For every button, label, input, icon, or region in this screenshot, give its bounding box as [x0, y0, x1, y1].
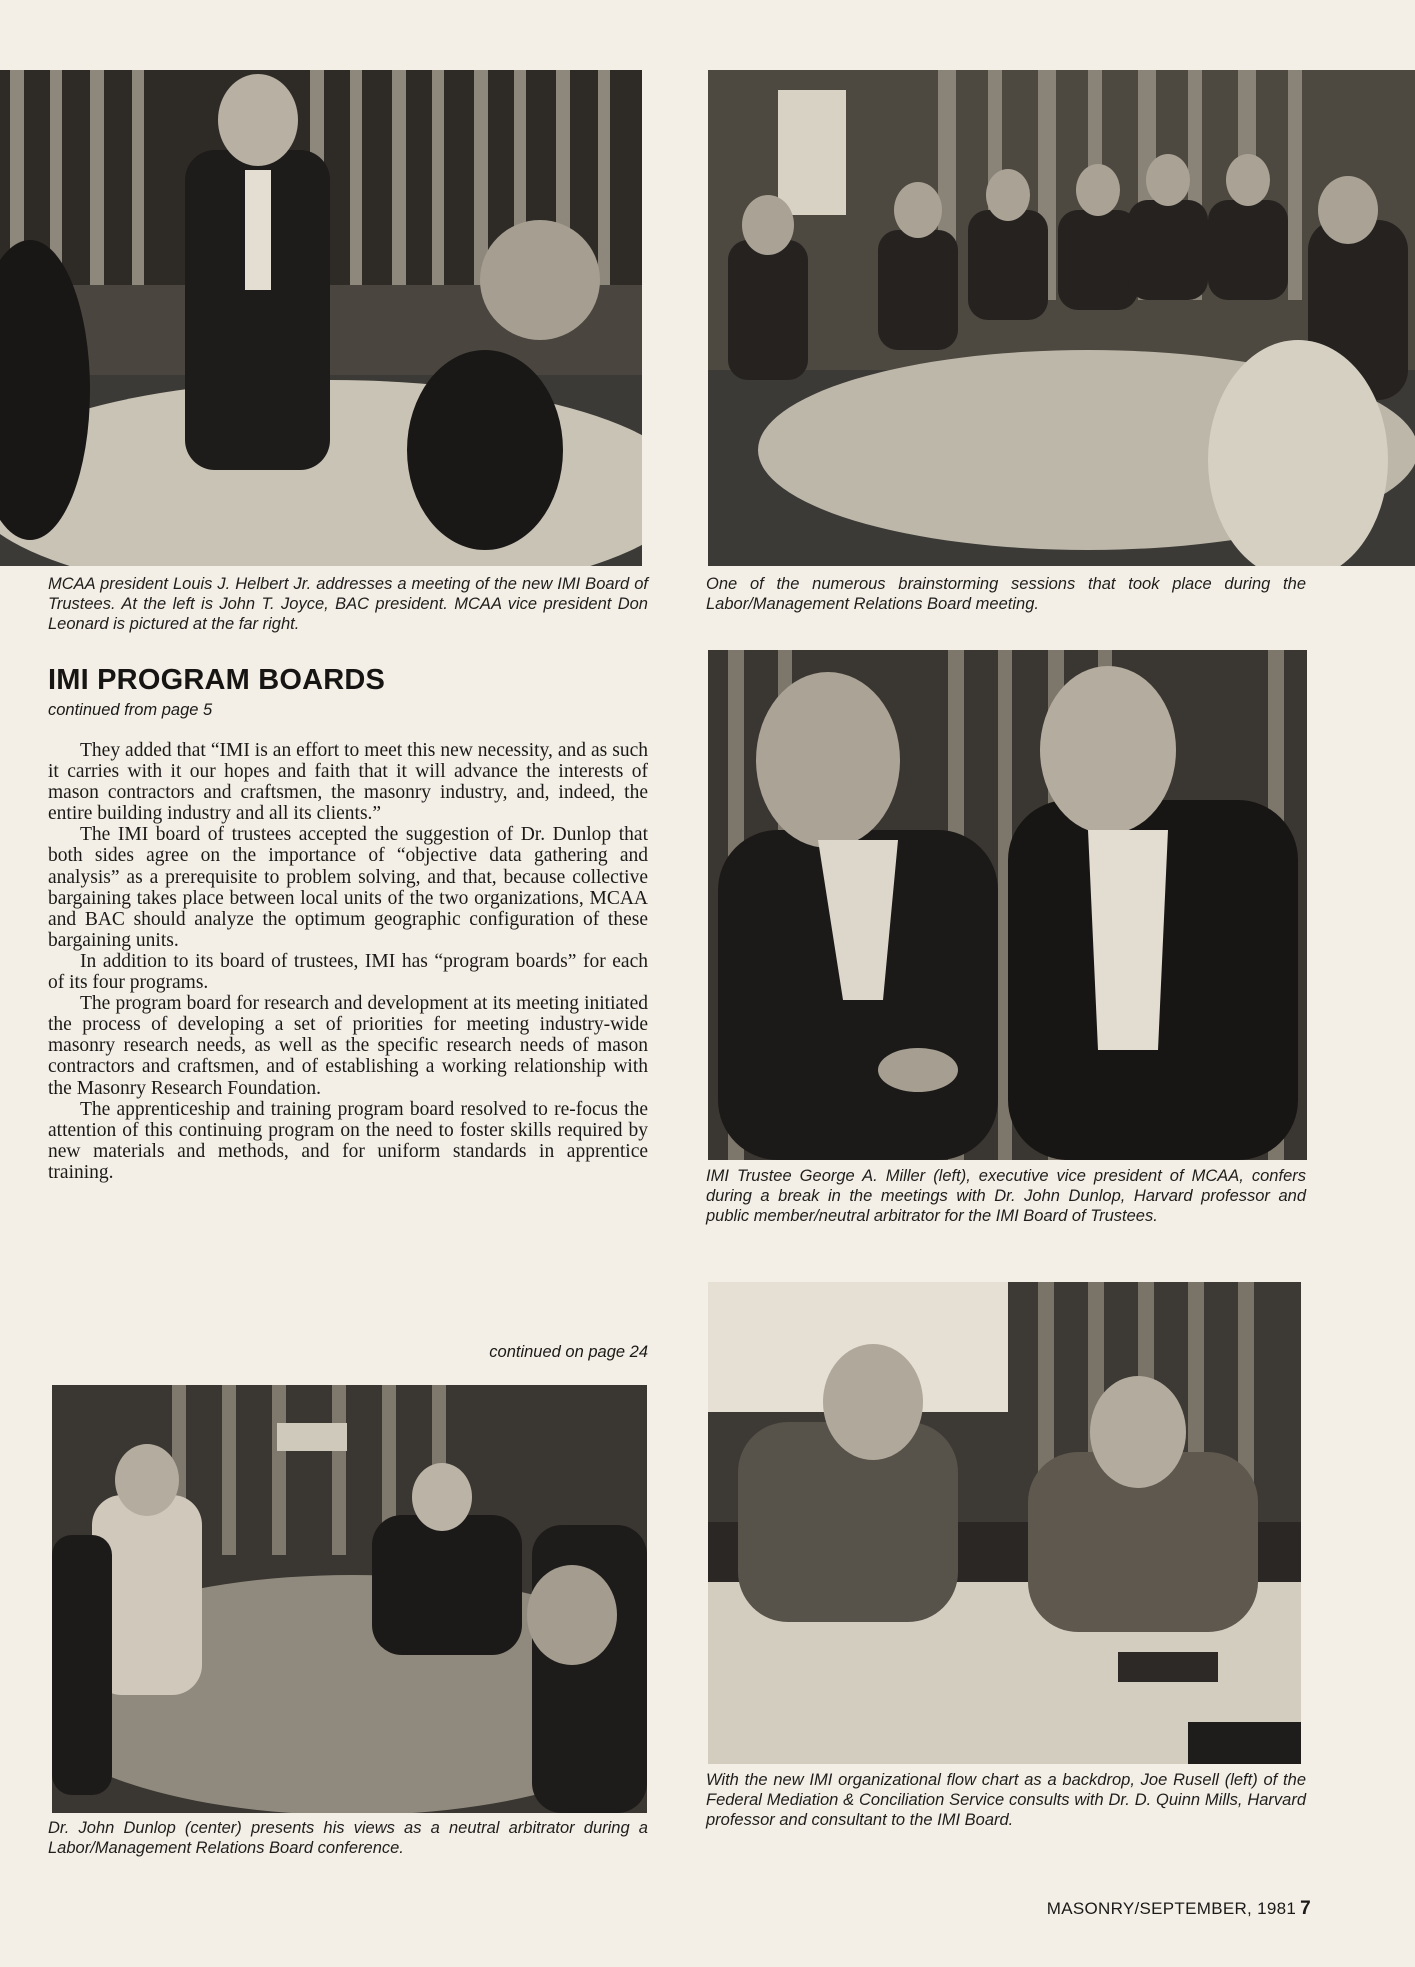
photo-rusell-mills-consult [708, 1282, 1301, 1764]
article-paragraph: They added that “IMI is an effort to meet this new necessity, and as such it carries with it our hopes and faith that it will advance the interests of mason contractors and craftsmen, the masonry industry, and, indeed, the entire building industry and all its clients.” [48, 740, 648, 825]
article-paragraph: The apprenticeship and training program board resolved to re-focus the attention of this continuing program on the need to foster skills required by new materials and methods, and for uniform standards in apprentice training. [48, 1098, 648, 1183]
photo3-caption: IMI Trustee George A. Miller (left), executive vice president of MCAA, confers during a break in the meetings with Dr. John Dunlop, Harvard professor and public member/neutral arbitrator for the IMI Board of Trustees. [706, 1167, 1306, 1225]
article-paragraph: The IMI board of trustees accepted the suggestion of Dr. Dunlop that both sides agree on the importance of “objective data gathering and analysis” as a prerequisite to problem solving, and that, because collective bargaining takes place between local units of the two organizations, MCAA and BAC should analyze the optimum geographic configuration of these bargaining units. [48, 824, 648, 951]
photo-miller-dunlop-conversation [708, 650, 1307, 1160]
photo-brainstorming-session-image [708, 70, 1415, 566]
publication-date: MASONRY/SEPTEMBER, 1981 [1046, 1899, 1297, 1918]
photo2-caption: One of the numerous brainstorming sessions that took place during the Labor/Management Relations Board meeting. [706, 575, 1306, 613]
page-footer [1047, 1898, 1311, 1920]
photo1-caption: MCAA president Louis J. Helbert Jr. addresses a meeting of the new IMI Board of Trustees. At the left is John T. Joyce, BAC president. MCAA vice president Don Leonard is pictured at the far right. [48, 575, 648, 633]
article-paragraph: In addition to its board of trustees, IMI has “program boards” for each of its four programs. [48, 950, 648, 994]
photo-dunlop-conference-image [52, 1385, 647, 1813]
continued-from-page: continued from page 5 [48, 701, 213, 719]
page-number: 7 [1300, 1898, 1311, 1919]
continued-on-page: continued on page 24 [489, 1343, 648, 1361]
photo5-caption: With the new IMI organizational flow chart as a backdrop, Joe Rusell (left) of the Federal Mediation & Conciliation Service consults with Dr. D. Quinn Mills, Harvard professor and consultant to the IMI Board. [706, 1771, 1306, 1829]
article-headline: IMI PROGRAM BOARDS [48, 664, 386, 696]
photo-brainstorming-session [708, 70, 1415, 566]
photo4-caption: Dr. John Dunlop (center) presents his views as a neutral arbitrator during a Labor/Management Relations Board conference. [48, 1819, 648, 1857]
article-paragraph: The program board for research and development at its meeting initiated the process of developing a set of priorities for meeting industry-wide masonry research needs, as well as the specific research needs of mason contractors and craftsmen, and of establishing a working relationship with the Masonry Research Foundation. [48, 993, 648, 1099]
photo-helbert-addresses-meeting-image [0, 70, 642, 566]
photo-rusell-mills-consult-image [708, 1282, 1301, 1764]
article-body [48, 740, 648, 1183]
photo-helbert-addresses-meeting [0, 70, 642, 566]
photo-dunlop-conference [52, 1385, 647, 1813]
photo-miller-dunlop-conversation-image [708, 650, 1307, 1160]
